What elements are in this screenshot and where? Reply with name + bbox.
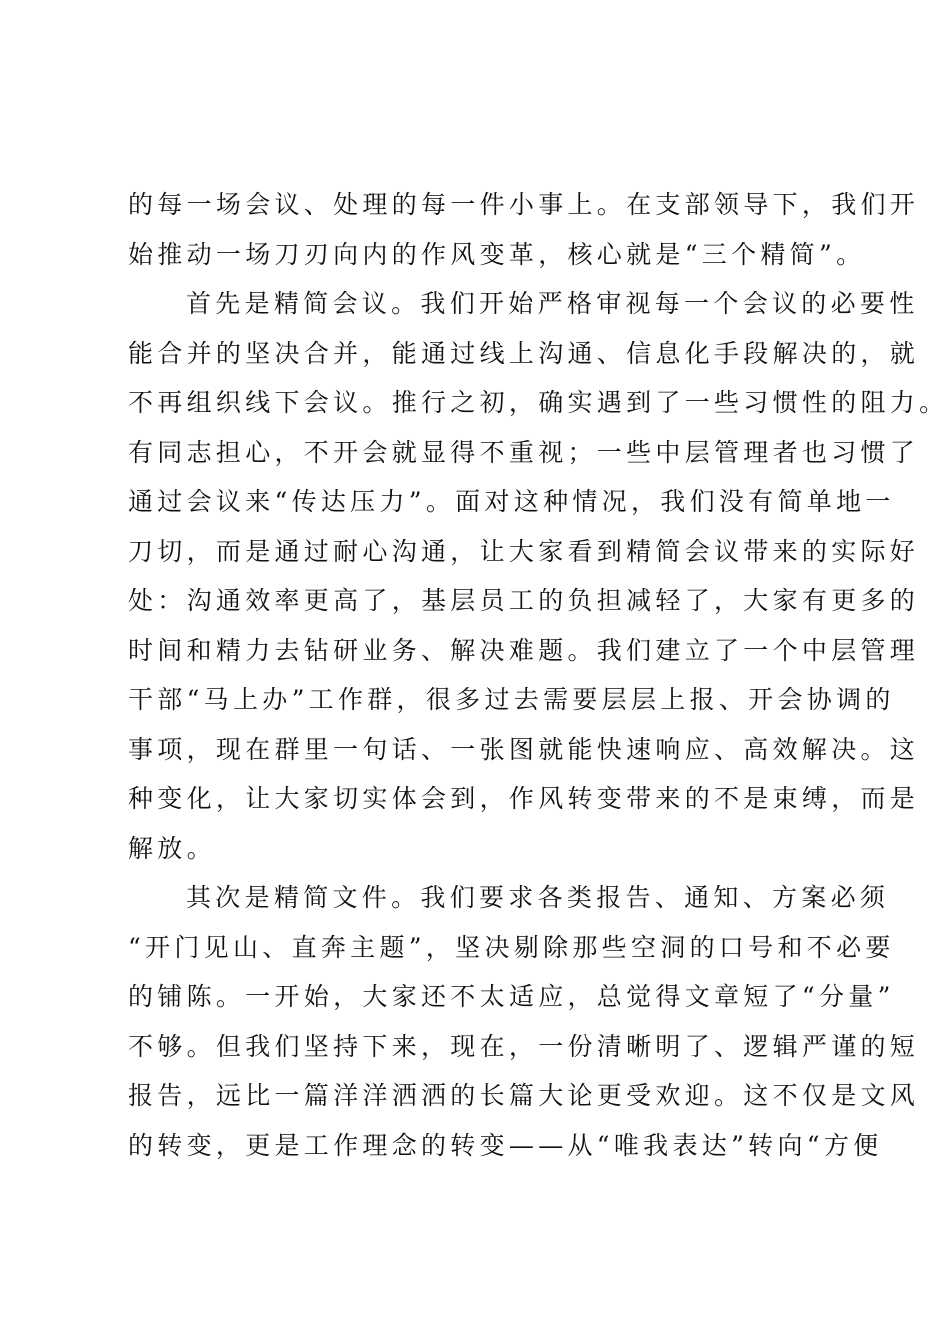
text-line: 的铺陈。一开始，大家还不太适应，总觉得文章短了“分量” bbox=[128, 982, 895, 1011]
text-line: 能合并的坚决合并，能通过线上沟通、信息化手段解决的，就 bbox=[128, 338, 920, 368]
text-line: 处：沟通效率更高了，基层员工的负担减轻了，大家有更多的 bbox=[128, 586, 920, 615]
text-line: 不够。但我们坚持下来，现在，一份清晰明了、逻辑严谨的短 bbox=[128, 1031, 920, 1061]
text-line: 始推动一场刀刃向内的作风变革，核心就是“三个精简”。 bbox=[128, 239, 866, 269]
text-line: 的每一场会议、处理的每一件小事上。在支部领导下，我们开 bbox=[128, 190, 920, 219]
text-line: 的转变，更是工作理念的转变——从“唯我表达”转向“方便 bbox=[128, 1130, 883, 1160]
text-line: 事项，现在群里一句话、一张图就能快速响应、高效解决。这 bbox=[128, 734, 920, 764]
text-line: 通过会议来“传达压力”。面对这种情况，我们没有简单地一 bbox=[128, 487, 895, 516]
text-line: “开门见山、直奔主题”，坚决剔除那些空洞的口号和不必要 bbox=[128, 932, 895, 962]
text-line: 有同志担心，不开会就显得不重视；一些中层管理者也习惯了 bbox=[128, 437, 920, 467]
text-line: 报告，远比一篇洋洋洒洒的长篇大论更受欢迎。这不仅是文风 bbox=[128, 1081, 920, 1110]
text-line: 干部“马上办”工作群，很多过去需要层层上报、开会协调的 bbox=[128, 685, 895, 714]
text-line: 其次是精简文件。我们要求各类报告、通知、方案必须 bbox=[186, 883, 890, 912]
text-line: 首先是精简会议。我们开始严格审视每一个会议的必要性 bbox=[186, 289, 919, 318]
document-body bbox=[128, 180, 949, 1170]
text-line: 时间和精力去钻研业务、解决难题。我们建立了一个中层管理 bbox=[128, 635, 920, 665]
text-line: 不再组织线下会议。推行之初，确实遇到了一些习惯性的阻力。 bbox=[128, 388, 949, 417]
paragraph-3-streamline-documents bbox=[128, 873, 920, 1170]
text-line: 刀切，而是通过耐心沟通，让大家看到精简会议带来的实际好 bbox=[128, 536, 920, 566]
paragraph-2-streamline-meetings bbox=[128, 279, 949, 873]
paragraph-1 bbox=[128, 180, 920, 279]
text-line: 解放。 bbox=[128, 833, 216, 863]
text-line: 种变化，让大家切实体会到，作风转变带来的不是束缚，而是 bbox=[128, 784, 920, 813]
